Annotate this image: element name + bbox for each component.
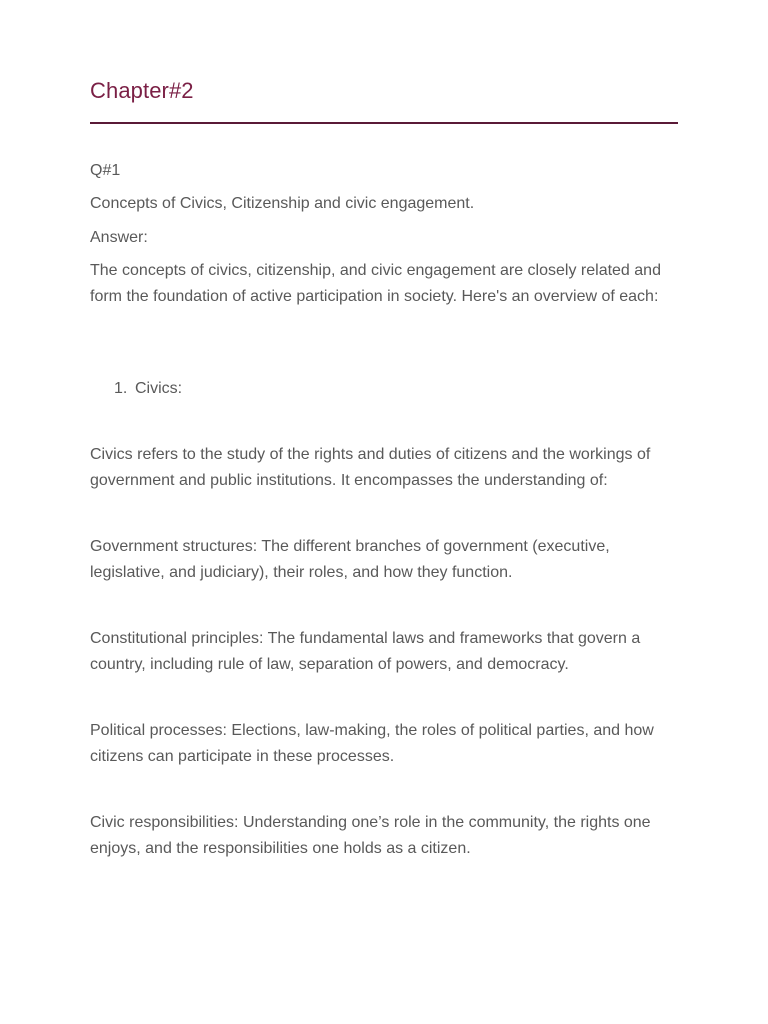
list-item-number: 1. — [114, 380, 128, 397]
list-item-label: Civics: — [135, 380, 183, 397]
intro-paragraph: The concepts of civics, citizenship, and civic engagement are closely related and form the foundation of active participation in society. Here's an overview of each: — [90, 262, 661, 305]
civic-responsibilities-paragraph: Civic responsibilities: Understanding one’s role in the community, the rights one enjoys, and the responsibilities one holds as a citizen. — [90, 814, 651, 857]
constitutional-principles-paragraph: Constitutional principles: The fundamental laws and frameworks that govern a country, including rule of law, separation of powers, and democracy. — [90, 630, 641, 673]
question-text: Concepts of Civics, Citizenship and civic engagement. — [90, 195, 475, 212]
answer-label: Answer: — [90, 229, 148, 246]
government-structures-paragraph: Government structures: The different branches of government (executive, legislative, and judiciary), their roles, and how they function. — [90, 538, 610, 581]
civics-definition-paragraph: Civics refers to the study of the rights and duties of citizens and the workings of government and public institutions. It encompasses the understanding of: — [90, 446, 651, 489]
question-number: Q#1 — [90, 162, 121, 179]
chapter-title: Chapter#2 — [90, 78, 194, 103]
list-item-civics — [114, 376, 182, 402]
title-underline — [90, 122, 678, 124]
political-processes-paragraph: Political processes: Elections, law-making, the roles of political parties, and how citizens can participate in these processes. — [90, 722, 654, 765]
